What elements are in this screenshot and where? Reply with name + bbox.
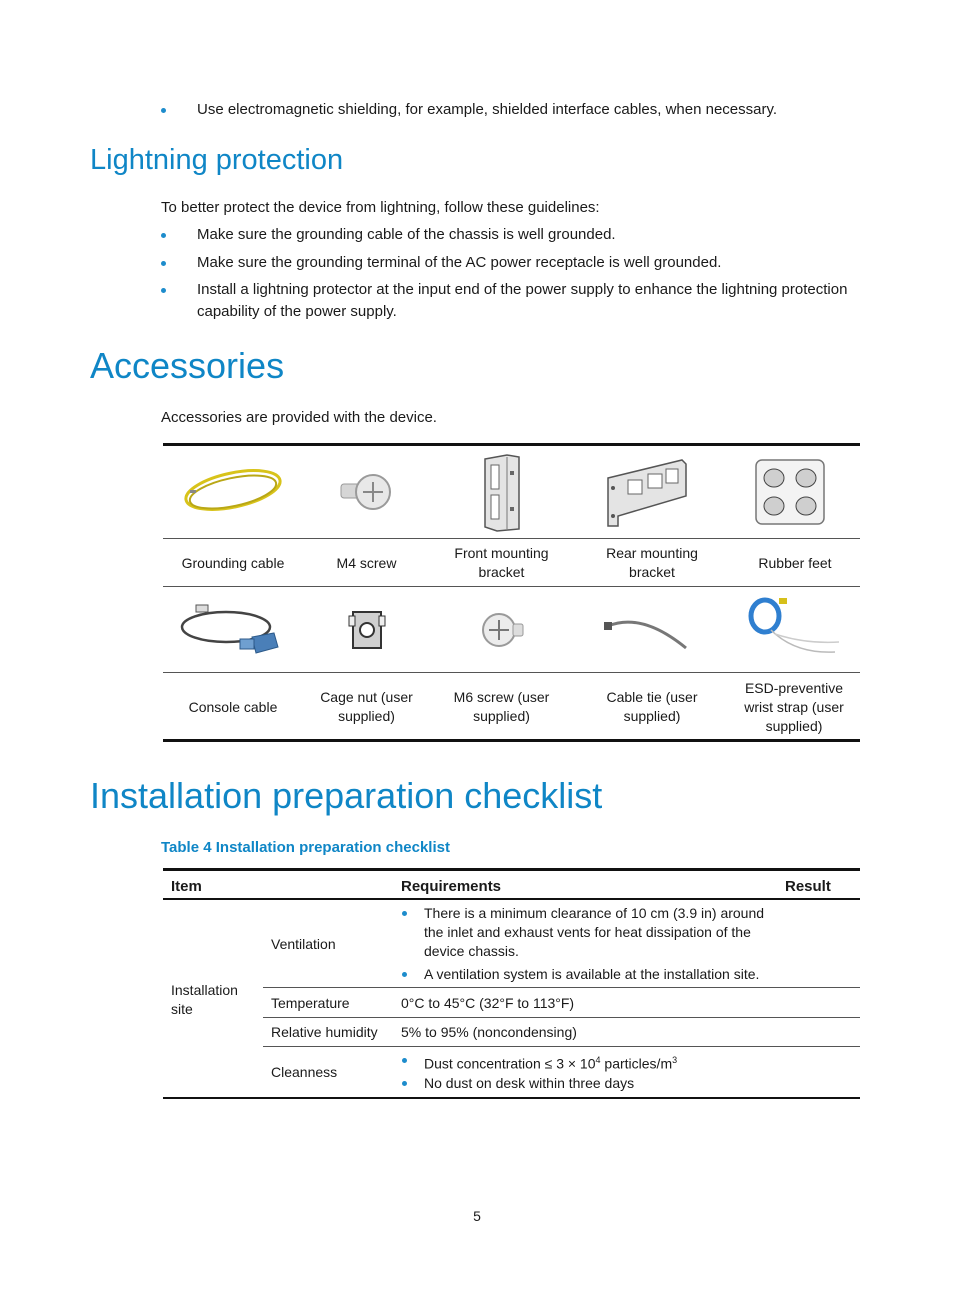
- bullet-text: Make sure the grounding terminal of the AC power receptacle is well grounded.: [197, 254, 722, 271]
- accessory-label: Rubber feet: [758, 554, 832, 571]
- accessory-label: M4 screw: [336, 554, 397, 571]
- esd-wrist-strap-icon: [720, 590, 860, 670]
- bullet-dot: [161, 233, 166, 238]
- column-header-requirements: Requirements: [401, 878, 502, 895]
- column-header-result: Result: [785, 878, 831, 895]
- dust-exponent: 4: [595, 1055, 601, 1065]
- row-label-temperature: Temperature: [271, 995, 350, 1011]
- checklist-top-rule: [163, 868, 860, 871]
- page-number: 5: [473, 1208, 481, 1224]
- row-rule: [263, 1017, 860, 1018]
- accessories-intro: Accessories are provided with the device.: [161, 409, 437, 426]
- bullet-dot: [161, 261, 166, 266]
- accessory-label: Rear mounting bracket: [606, 545, 698, 580]
- header-rule: [163, 898, 860, 900]
- table-bottom-rule: [163, 739, 860, 742]
- dust-unit: particles/m: [600, 1055, 673, 1072]
- cage-nut-icon: [303, 590, 430, 670]
- bullet-text: Make sure the grounding cable of the chassis is well grounded.: [197, 226, 616, 243]
- accessory-label: Console cable: [188, 698, 278, 715]
- section-heading-accessories: Accessories: [90, 345, 285, 386]
- row-rule: [263, 1046, 860, 1047]
- dust-unit-exponent: 3: [672, 1055, 678, 1065]
- row-label-humidity: Relative humidity: [271, 1024, 378, 1040]
- bullet-dot: [402, 911, 407, 916]
- row-rule: [263, 987, 860, 988]
- requirement-text: 5% to 95% (noncondensing): [401, 1024, 577, 1040]
- requirement-text: [424, 1051, 784, 1074]
- accessory-label: Cage nut (user supplied): [320, 689, 413, 724]
- bullet-dot: [161, 108, 166, 113]
- rubber-feet-icon: [720, 448, 860, 536]
- cable-tie-icon: [573, 590, 720, 670]
- row-label-cleanness: Cleanness: [271, 1064, 338, 1080]
- accessory-label: M6 screw (user supplied): [453, 689, 550, 724]
- accessory-label: Cable tie (user supplied): [606, 689, 698, 724]
- table-top-rule: [163, 443, 860, 446]
- accessory-label: Grounding cable: [181, 554, 285, 571]
- console-cable-icon: [163, 590, 303, 670]
- accessory-label: Front mounting bracket: [454, 545, 549, 580]
- grounding-cable-icon: [163, 448, 303, 536]
- row-label-ventilation: Ventilation: [271, 936, 336, 952]
- requirement-text: There is a minimum clearance of 10 cm (3.9 in) around the inlet and exhaust vents for heat dissipation of the device chassis.: [424, 905, 765, 959]
- bullet-text: Install a lightning protector at the input end of the power supply to enhance the lightning protection capability of the power supply.: [197, 281, 848, 320]
- checklist-bottom-rule: [163, 1097, 860, 1099]
- table-rule: [163, 672, 860, 673]
- accessory-label: ESD-preventive wrist strap (user supplied): [744, 679, 844, 734]
- table-rule: [163, 586, 860, 587]
- front-mounting-bracket-icon: [430, 448, 573, 536]
- column-header-item: Item: [171, 878, 202, 895]
- requirement-text: A ventilation system is available at the installation site.: [424, 966, 760, 982]
- table-caption: Table 4 Installation preparation checklist: [161, 839, 450, 856]
- table-rule: [163, 538, 860, 539]
- bullet-dot: [402, 1081, 407, 1086]
- dust-text: Dust concentration ≤ 3 × 10: [424, 1055, 596, 1072]
- m6-screw-icon: [430, 590, 573, 670]
- bullet-text: Use electromagnetic shielding, for example, shielded interface cables, when necessary.: [197, 101, 778, 118]
- rear-mounting-bracket-icon: [573, 448, 720, 536]
- bullet-dot: [402, 972, 407, 977]
- section-heading-lightning: Lightning protection: [90, 144, 344, 176]
- requirement-text: No dust on desk within three days: [424, 1075, 635, 1091]
- bullet-dot: [402, 1058, 407, 1063]
- bullet-dot: [161, 288, 166, 293]
- m4-screw-icon: [303, 448, 430, 536]
- group-label: Installation site: [171, 982, 238, 1017]
- lightning-intro: To better protect the device from lightning, follow these guidelines:: [161, 199, 600, 216]
- requirement-text: 0°C to 45°C (32°F to 113°F): [401, 995, 575, 1011]
- section-heading-checklist: Installation preparation checklist: [90, 775, 603, 816]
